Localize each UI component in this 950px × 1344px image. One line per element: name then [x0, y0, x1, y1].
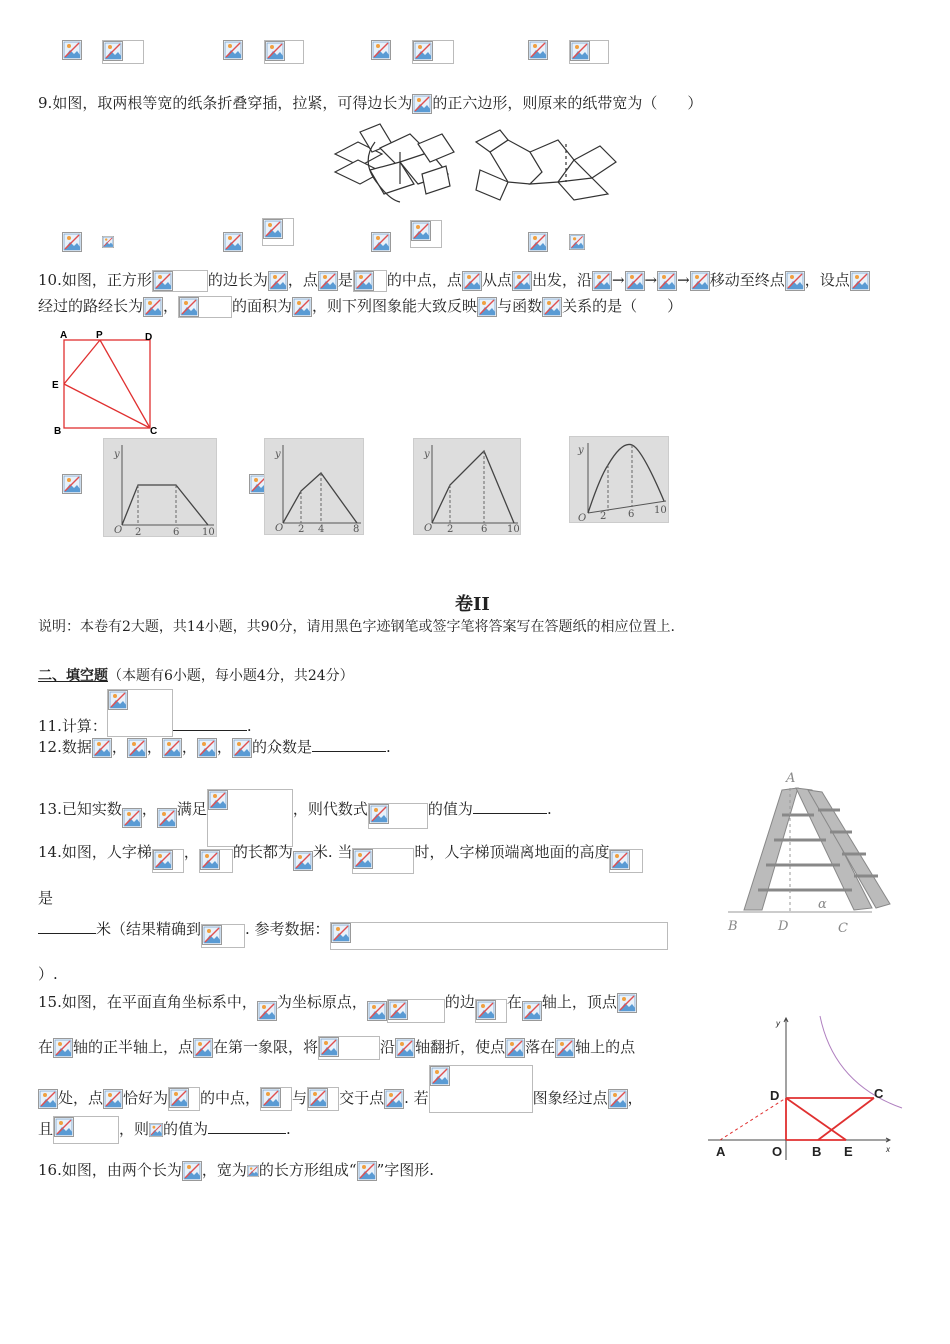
formula-icon [357, 1161, 377, 1181]
option-a-value-icon [102, 232, 114, 254]
origin-label: O [578, 513, 587, 522]
q16-text: 16.如图，由两个长为 ，宽为 的长方形组成“ ”字图形. [38, 1161, 434, 1179]
q15-line3: 处，点 恰好为 的中点， 与 交于点 . 若 图象经过点 ， [38, 1075, 643, 1123]
formula-icon [162, 738, 182, 758]
formula-icon [122, 808, 142, 828]
formula-icon [850, 271, 870, 291]
option-label-icon [371, 40, 391, 60]
formula-icon [201, 924, 245, 948]
graph-option-c [413, 438, 521, 535]
triangle-name-icon [178, 296, 232, 318]
formula-icon [143, 297, 163, 317]
formula-icon [257, 1001, 277, 1021]
q9-text: 9.如图，取两根等宽的纸条折叠穿插，拉紧，可得边长为 的正六边形，则原来的纸带宽为（ ） [38, 94, 703, 112]
option-label-icon [223, 40, 243, 60]
graph-option-b [264, 438, 364, 535]
formula-icon [542, 297, 562, 317]
formula-icon [387, 999, 445, 1023]
tick-label: 6 [173, 527, 180, 536]
formula-icon [103, 1089, 123, 1109]
formula-icon [352, 848, 414, 874]
tick-label: 2 [298, 524, 305, 534]
option-c-icon [371, 232, 391, 252]
y-axis-label: y [114, 449, 120, 460]
formula-icon [53, 1116, 119, 1144]
tick-label: 10 [654, 505, 667, 516]
formula-icon [157, 808, 177, 828]
formula-icon [384, 1089, 404, 1109]
q13-text: 13.已知实数 ， 满足 ，则代数式 的值为 . [38, 781, 552, 839]
formula-icon [367, 1001, 387, 1021]
tick-label: 10 [202, 527, 215, 536]
section-title: 卷II [455, 594, 490, 615]
label-E: E [52, 380, 59, 391]
label-D: D [145, 332, 153, 343]
formula-icon [318, 1036, 380, 1060]
ladder-label-alpha: α [818, 897, 827, 912]
function-formula-icon [429, 1065, 533, 1113]
origin-label: O [424, 523, 433, 534]
formula-icon [152, 849, 184, 873]
formula-icon [353, 270, 387, 292]
formula-icon [53, 1038, 73, 1058]
diagram-label-D: D [770, 1088, 780, 1103]
formula-icon [318, 271, 338, 291]
formula-icon [232, 738, 252, 758]
q15-line1: 15.如图，在平面直角坐标系中， 为坐标原点， 的边 在 轴上，顶点 [38, 991, 637, 1015]
origin-label: O [275, 523, 284, 534]
tick-label: 4 [318, 524, 325, 534]
formula-icon [395, 1038, 415, 1058]
formula-icon [199, 849, 233, 873]
q15-line4: 且 ，则 的值为 . [38, 1116, 291, 1144]
q11-text: 11.计算： . [38, 703, 252, 751]
graph-option-a [103, 438, 217, 537]
formula-icon [127, 738, 147, 758]
option-d-icon [528, 232, 548, 252]
option-b-icon [223, 232, 243, 252]
label-A: A [60, 330, 68, 341]
formula-icon [307, 1087, 339, 1111]
formula-icon [412, 94, 432, 114]
diagram-label-E: E [844, 1144, 853, 1159]
tick-label: 2 [447, 524, 454, 534]
q10-line2: 经过的路经长为 ， 的面积为 ，则下列图象能大致反映 与函数 关系的是（ ） [38, 296, 682, 318]
option-b-value-icon [262, 218, 294, 246]
formula-icon [512, 271, 532, 291]
formula-icon [609, 849, 643, 873]
formula-icon [38, 1089, 58, 1109]
option-label-icon [62, 40, 82, 60]
formula-icon [268, 271, 288, 291]
ladder-photo [722, 770, 892, 936]
q15-coordinate-diagram [706, 1012, 912, 1162]
formula-icon [505, 1038, 525, 1058]
formula-icon [477, 297, 497, 317]
formula-icon [149, 1120, 163, 1140]
q14-line3: 米（结果精确到 . 参考数据： [38, 916, 668, 944]
formula-icon [462, 271, 482, 291]
formula-icon [657, 271, 677, 291]
section-description: 说明：本卷有2大题，共14小题，共90分，请用黑色字迹钢笔或签字笔将答案写在答题纸的相应位置上. [38, 619, 675, 635]
q14-line1: 14.如图，人字梯 ， 的长都为 米. 当 时，人字梯顶端离地面的高度 [38, 840, 643, 866]
tick-label: 8 [353, 524, 360, 534]
formula-icon [92, 738, 112, 758]
option-a-icon [62, 474, 82, 494]
y-axis-label: y [424, 449, 430, 460]
system-of-equations-icon [207, 789, 293, 847]
formula-icon [260, 1087, 292, 1111]
q10-line1: 10.如图，正方形 的边长为 ，点 是 的中点，点 从点 出发，沿 → → → 移动至终点 ，设点 [38, 270, 870, 292]
formula-icon [247, 1161, 259, 1181]
diagram-x-label: x [886, 1145, 890, 1154]
formula-icon [690, 271, 710, 291]
formula-icon [522, 1001, 542, 1021]
y-axis-label: y [275, 449, 281, 460]
option-d-value-icon [569, 232, 585, 254]
formula-icon [368, 803, 428, 829]
formula-icon [785, 271, 805, 291]
y-axis-label: y [578, 445, 584, 456]
option-formula-icon [412, 40, 454, 64]
ladder-label-B: B [728, 919, 738, 934]
option-formula-icon [102, 40, 144, 64]
q14-line4: ）. [38, 965, 58, 983]
formula-icon [592, 271, 612, 291]
origin-label: O [114, 525, 123, 536]
graph-option-d [569, 436, 669, 523]
ladder-label-A: A [786, 771, 796, 786]
formula-icon [608, 1089, 628, 1109]
option-formula-icon [569, 40, 609, 64]
tick-label: 10 [507, 524, 520, 534]
tick-label: 2 [600, 511, 607, 522]
formula-icon [193, 1038, 213, 1058]
square-name-icon [152, 270, 208, 292]
ladder-label-D: D [778, 919, 789, 934]
diagram-y-label: y [776, 1019, 780, 1028]
diagram-label-C: C [874, 1086, 884, 1101]
reference-data-icon [330, 922, 668, 950]
tick-label: 2 [135, 527, 142, 536]
diagram-label-A: A [716, 1144, 726, 1159]
option-label-icon [528, 40, 548, 60]
fill-in-heading: 二、填空题（本题有6小题，每小题4分，共24分） [38, 668, 354, 684]
formula-icon [182, 1161, 202, 1181]
q15-line2: 在 轴的正半轴上，点 在第一象限，将 沿 轴翻折，使点 落在 轴上的点 [38, 1036, 635, 1060]
diagram-label-O: O [772, 1144, 783, 1159]
tick-label: 6 [481, 524, 488, 534]
formula-icon [107, 689, 173, 737]
option-formula-icon [264, 40, 304, 64]
label-P: P [96, 330, 103, 341]
formula-icon [625, 271, 645, 291]
q14-line2: 是 [38, 889, 54, 907]
formula-icon [475, 999, 507, 1023]
ladder-label-C: C [838, 921, 848, 936]
label-B: B [54, 426, 62, 437]
q12-text: 12.数据 ， ， ， ， 的众数是 . [38, 738, 391, 756]
diagram-label-B: B [812, 1144, 822, 1159]
option-a-icon [62, 232, 82, 252]
formula-icon [555, 1038, 575, 1058]
formula-icon [292, 297, 312, 317]
formula-icon [293, 851, 313, 871]
formula-icon [617, 993, 637, 1013]
q9-paper-strip-figure [330, 122, 622, 204]
formula-icon [168, 1087, 200, 1111]
tick-label: 6 [628, 509, 635, 520]
formula-icon [197, 738, 217, 758]
q10-square-figure [48, 328, 168, 438]
label-C: C [150, 426, 158, 437]
option-c-value-icon [410, 220, 442, 248]
